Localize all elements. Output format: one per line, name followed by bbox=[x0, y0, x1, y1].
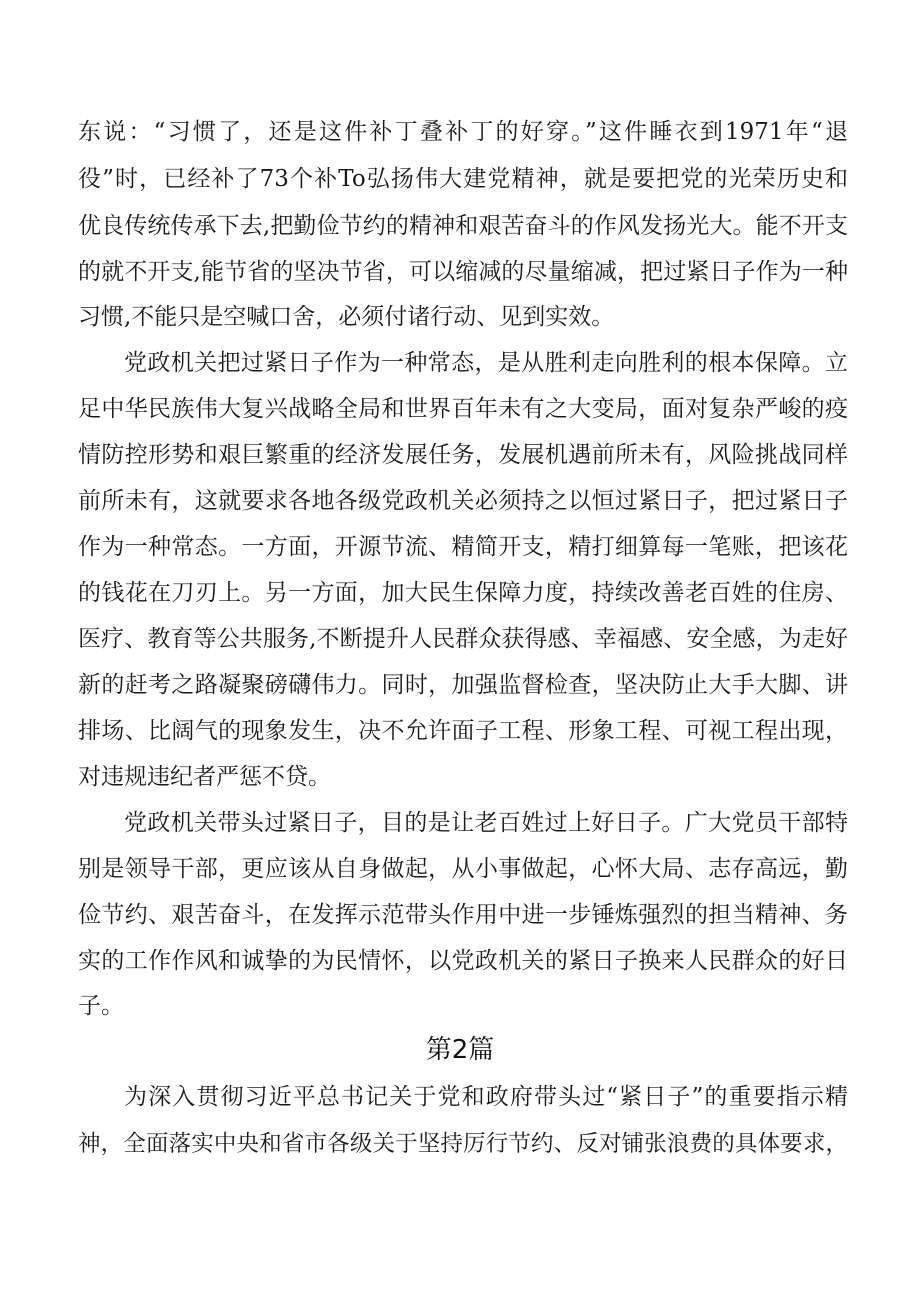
text-line: 别是领导干部，更应该从自身做起，从小事做起，心怀大局、志存高远，勤 bbox=[78, 856, 848, 882]
text-line: 党政机关把过紧日子作为一种常态，是从胜利走向胜利的根本保障。立 bbox=[124, 350, 848, 376]
text-line: 神，全面落实中央和省市各级关于坚持厉行节约、反对铺张浪费的具体要求， bbox=[78, 1131, 848, 1157]
text-line: 作为一种常态。一方面，开源节流、精简开支，精打细算每一笔账，把该花 bbox=[78, 534, 848, 560]
text-line: 优良传统传承下去,把勤俭节约的精神和艰苦奋斗的作风发扬光大。能不开支 bbox=[78, 213, 848, 239]
text-line: 党政机关带头过紧日子，目的是让老百姓过上好日子。广大党员干部特 bbox=[124, 810, 848, 836]
text-line: 子。 bbox=[78, 993, 124, 1019]
text-line: 医疗、教育等公共服务,不断提升人民群众获得感、幸福感、安全感，为走好 bbox=[78, 626, 848, 652]
text-line: 的钱花在刀刃上。另一方面，加大民生保障力度，持续改善老百姓的住房、 bbox=[78, 580, 848, 606]
text-line: 习惯,不能只是空喊口舍，必须付诸行动、见到实效。 bbox=[78, 304, 615, 330]
text-line: 的就不开支,能节省的坚决节省，可以缩减的尽量缩减，把过紧日子作为一种 bbox=[78, 259, 848, 285]
text-line: 东说：“习惯了，还是这件补丁叠补丁的好穿。”这件睡衣到1971年“退 bbox=[78, 119, 848, 145]
text-line: 排场、比阔气的现象发生，决不允许面子工程、形象工程、可视工程出现， bbox=[78, 718, 848, 744]
section-heading: 第2篇 bbox=[425, 1035, 495, 1065]
text-line: 为深入贯彻习近平总书记关于党和政府带头过“紧日子”的重要指示精 bbox=[124, 1084, 848, 1110]
text-line: 新的赶考之路凝聚磅礴伟力。同时，加强监督检查，坚决防止大手大脚、讲 bbox=[78, 672, 848, 698]
text-line: 情防控形势和艰巨繁重的经济发展任务，发展机遇前所未有，风险挑战同样 bbox=[78, 442, 848, 468]
text-line: 对违规违纪者严惩不贷。 bbox=[78, 764, 331, 790]
text-line: 役”时，已经补了73个补To弘扬伟大建党精神，就是要把党的光荣历史和 bbox=[78, 166, 848, 192]
text-line: 实的工作作风和诚挚的为民情怀，以党政机关的紧日子换来人民群众的好日 bbox=[78, 948, 848, 974]
text-line: 前所未有，这就要求各地各级党政机关必须持之以恒过紧日子，把过紧日子 bbox=[78, 488, 848, 514]
text-line: 足中华民族伟大复兴战略全局和世界百年未有之大变局，面对复杂严峻的疫 bbox=[78, 396, 848, 422]
text-line: 俭节约、艰苦奋斗，在发挥示范带头作用中进一步锤炼强烈的担当精神、务 bbox=[78, 902, 848, 928]
